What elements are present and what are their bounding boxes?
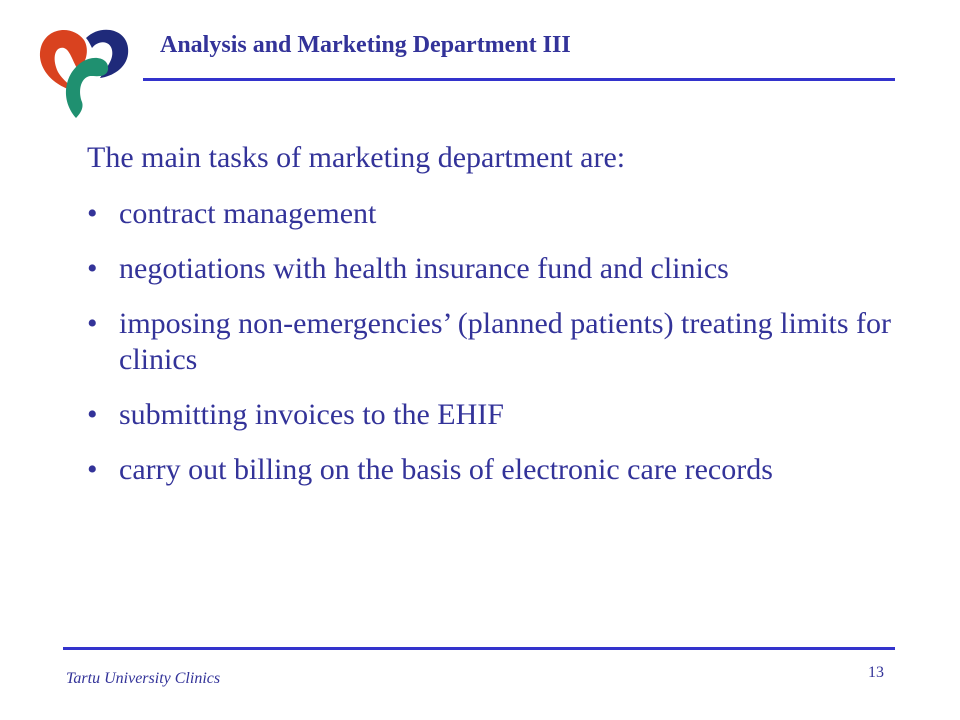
- list-item: [87, 251, 907, 287]
- list-item-label: contract management: [119, 197, 377, 230]
- bullet-icon: •: [87, 197, 98, 230]
- intro-text: The main tasks of marketing department are:: [87, 141, 626, 174]
- list-item-label: submitting invoices to the EHIF: [119, 398, 504, 431]
- list-item: [87, 397, 907, 433]
- title-divider: [143, 78, 895, 81]
- interlocked-rings-logo-icon: [30, 20, 130, 120]
- list-item: [87, 452, 907, 488]
- bullet-icon: •: [87, 252, 98, 285]
- bullet-icon: •: [87, 398, 98, 431]
- list-item-label: negotiations with health insurance fund and clinics: [119, 252, 729, 285]
- page-number: 13: [868, 664, 884, 681]
- slide-content: [87, 140, 907, 507]
- footer-organization: Tartu University Clinics: [66, 670, 221, 687]
- footer-divider: [63, 647, 895, 650]
- bullet-icon: •: [87, 453, 98, 486]
- list-item-label: imposing non-emergencies’ (planned patients) treating limits for clinics: [119, 307, 892, 376]
- list-item: [87, 196, 907, 232]
- bullet-icon: •: [87, 307, 98, 340]
- task-list: [87, 196, 907, 488]
- list-item: [87, 306, 907, 378]
- page-title: Analysis and Marketing Department III: [160, 32, 571, 58]
- list-item-label: carry out billing on the basis of electronic care records: [119, 453, 773, 486]
